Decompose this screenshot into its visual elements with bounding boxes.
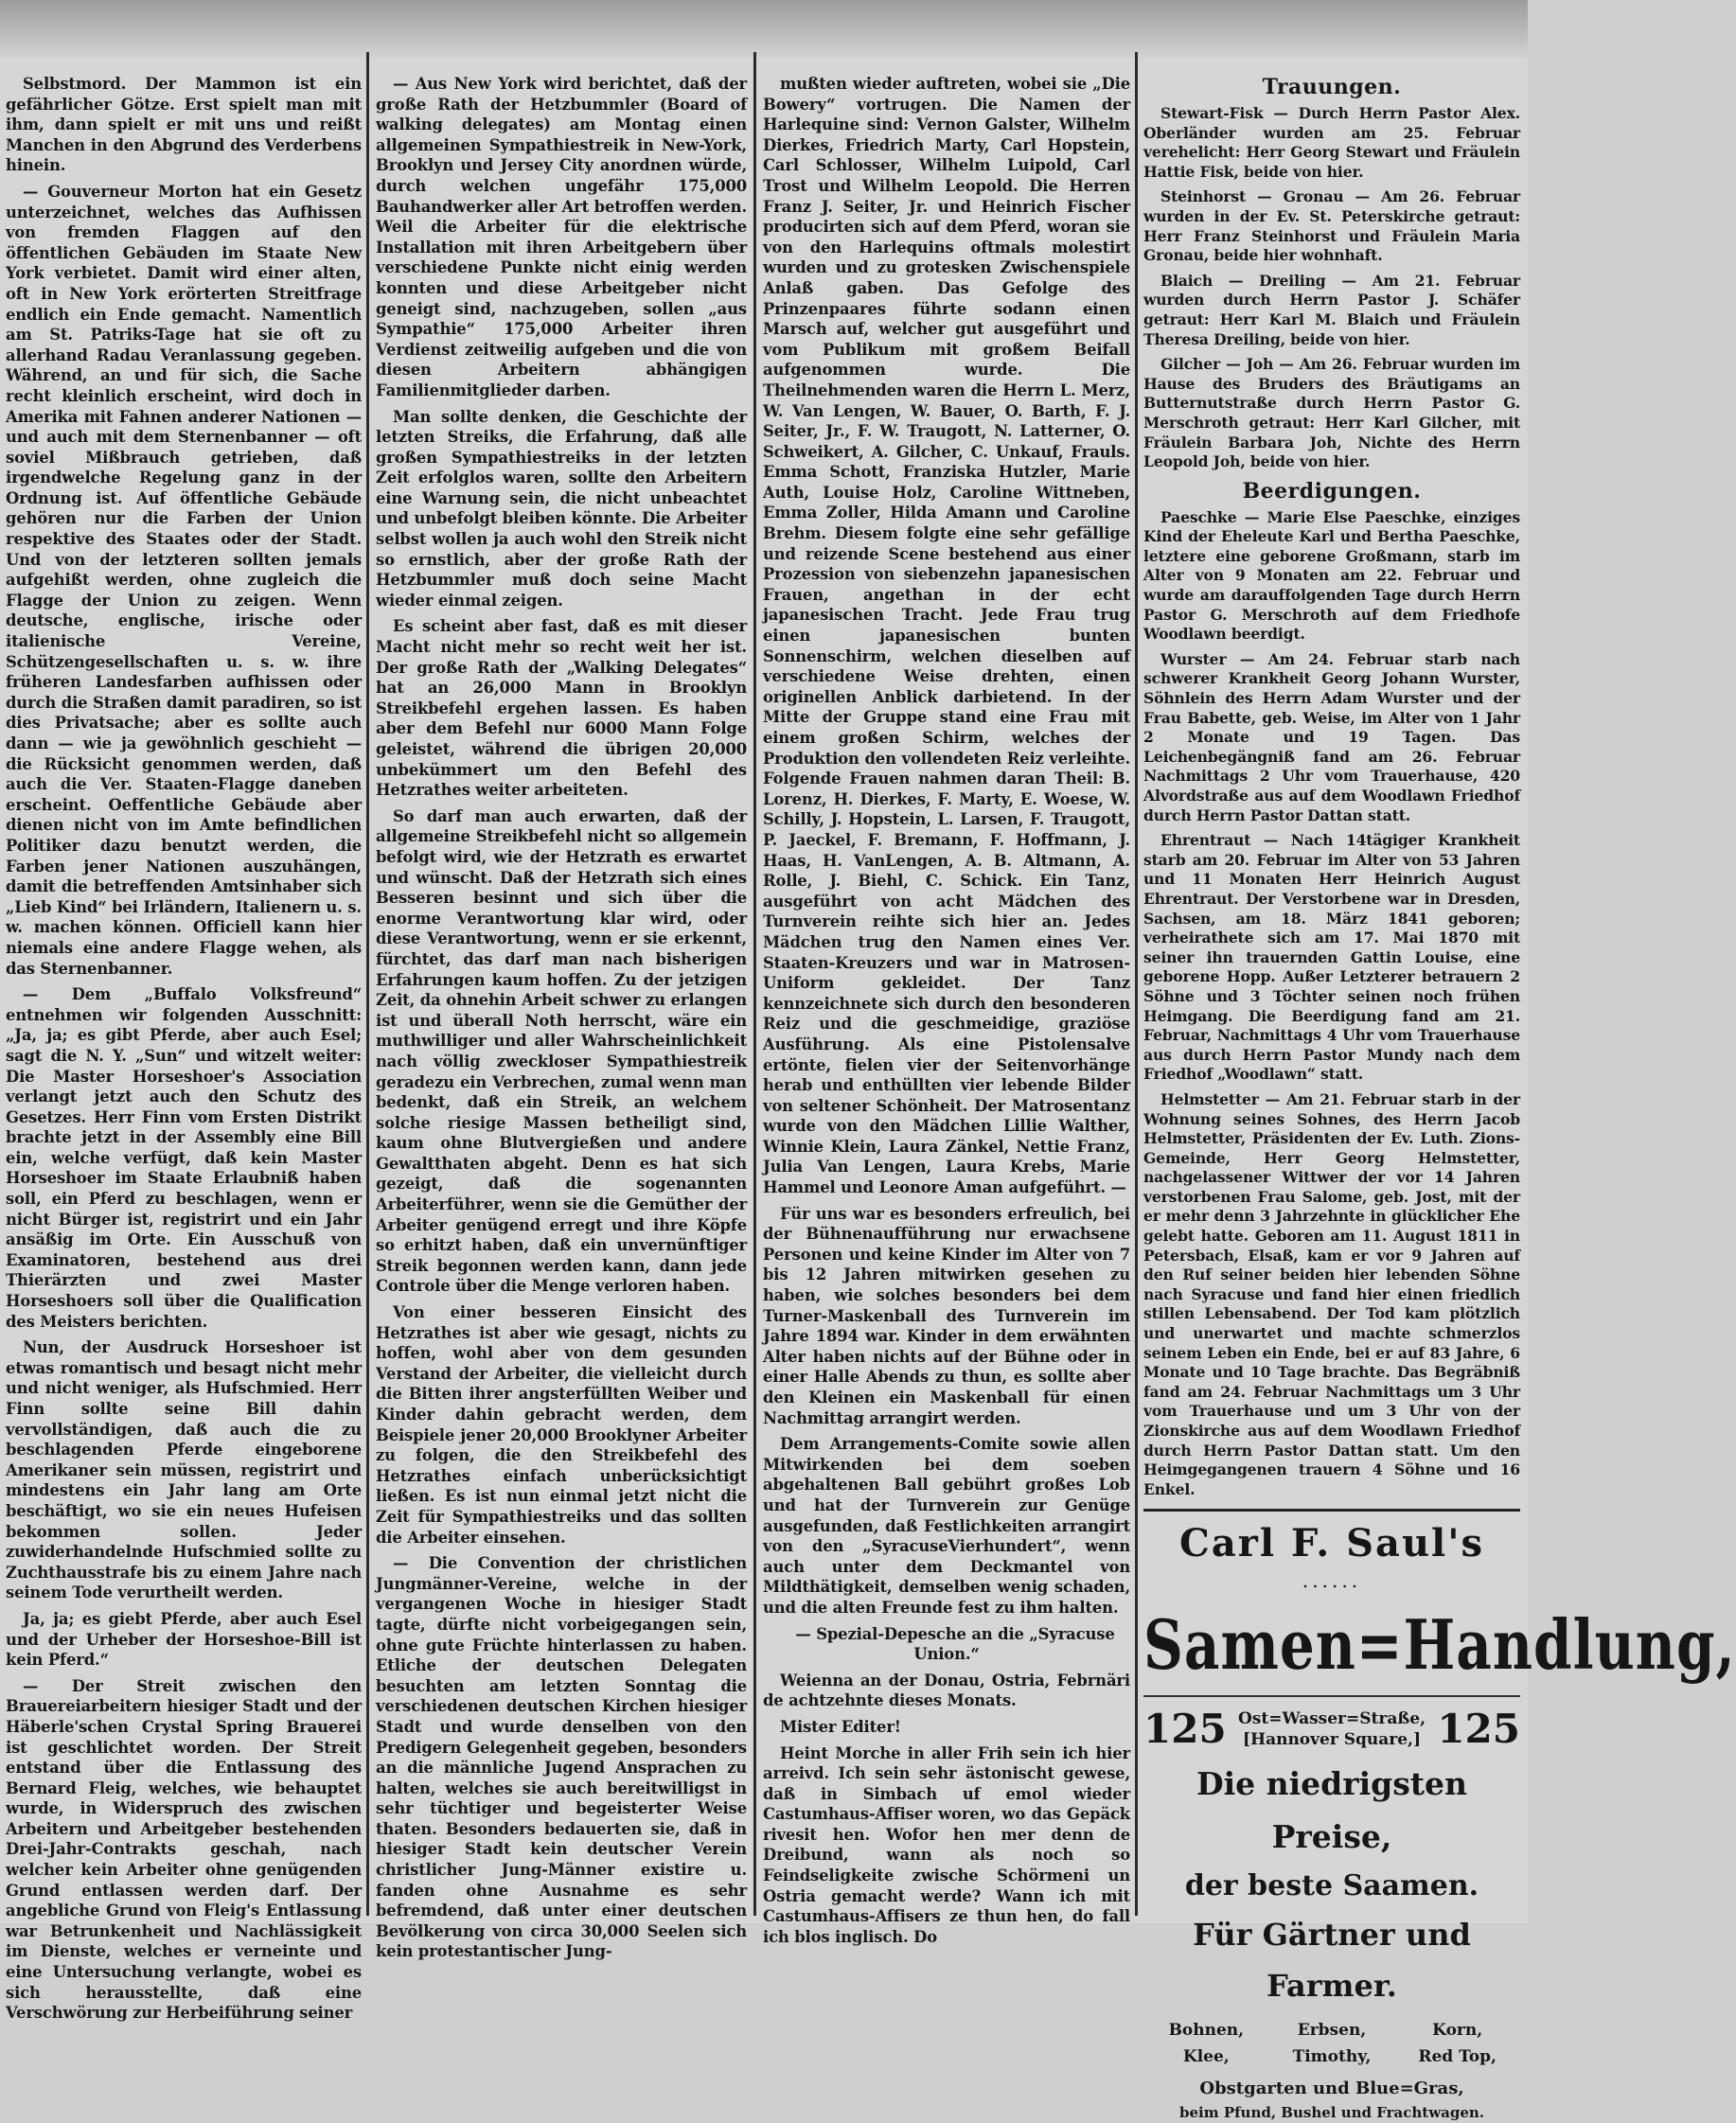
marriage-notice: Stewart-Fisk — Durch Herrn Pastor Alex. Oberländer wurden am 25. Februar verehelicht: Herr Georg Stewart und Fräulein Hattie Fisk, beide von hier. <box>1143 104 1520 181</box>
funeral-notice: Wurster — Am 24. Februar starb nach schwerer Krankheit Georg Johann Wurster, Söhnlein des Herrn Adam Wurster und der Frau Babette, geb. Weise, im Alter von 1 Jahr 2 Monate und 19 Tagen. Das Leichenbegängniß fand am 26. Februar Nachmittags 2 Uhr vom Trauerhause, 420 Alvordstraße aus auf dem Woodlawn Friedhof durch Herrn Pastor Dattan statt. <box>1143 649 1520 824</box>
article-paragraph: Ja, ja; es giebt Pferde, aber auch Esel und der Urheber der Horseshoe-Bill ist kein Pferd.“ <box>6 1609 362 1670</box>
ad-company-name: Carl F. Saul's <box>1178 1521 1485 1566</box>
article-paragraph: Selbstmord. Der Mammon ist ein gefährlicher Götze. Erst spielt man mit ihm, dann spielt er mit uns und reißt Manchen in den Abgrund des Verderbens hinein. <box>6 75 362 175</box>
article-paragraph: mußten wieder auftreten, wobei sie „Die Bowery“ vortrugen. Die Namen der Harlequine sind: Vernon Galster, Wilhelm Dierkes, Friedrich Marty, Carl Hopstein, Carl Schlosser, Wilhelm Luipold, Carl Trost und Wilhelm Leopold. Die Herren Franz J. Seiter, Jr. und Heinrich Fischer producirten sich auf dem Pferd, woran sie von den Harlequins oftmals molestirt wurden und zu grotesken Zwischenspiele Anlaß gaben. Das Gefolge des Prinzenpaares führte sodann einen Marsch auf, welcher gut ausgeführt und vom Publikum mit großem Beifall aufgenommen wurde. Die Theilnehmenden waren die Herrn L. Merz, W. Van Lengen, W. Bauer, O. Barth, F. J. Seiter, Jr., F. W. Traugott, N. Latterner, O. Schweikert, A. Gilcher, C. Unkauf, Frauls. Emma Schott, Franziska Hutzler, Marie Auth, Louise Holz, Caroline Wittneben, Emma Zoller, Hilda Amann und Caroline Brehm. Diesem folgte eine sehr gefällige und reizende Scene bestehend aus einer Prozession von siebenzehn japanesischen Frauen, angethan in der echt japanesischen Tracht. Jede Frau trug einen japanesischen bunten Sonnenschirm, welchen dieselben auf verschiedene Weise drehten, einen originellen Anblick darbietend. In der Mitte der Gruppe stand eine Frau mit einem großen Schirm, welches der Produktion den vollendeten Reiz verleihte. Folgende Frauen nahmen daran Theil: B. Lorenz, H. Dierkes, F. Marty, E. Woese, W. Schilly, J. Hopstein, L. Larsen, F. Traugott, P. Jaeckel, F. Bremann, F. Hoffmann, J. Haas, H. VanLengen, A. B. Altmann, A. Rolle, J. Biehl, C. Schick. Ein Tanz, ausgeführt von acht Mädchen des Turnverein reihte sich hier an. Jedes Mädchen trug den Namen eines Ver. Staaten-Kreuzers und war in Matrosen-Uniform gekleidet. Der Tanz kennzeichnete sich durch den besonderen Reiz und die geschmeidige, graziöse Ausführung. Als eine Pistolensalve ertönte, fielen vier der Seitenvorhänge herab und enthüllten vier lebende Bilder von seltener Schönheit. Der Matrosentanz wurde von den Mädchen Lillie Walther, Winnie Klein, Laura Zänkel, Nettie Franz, Julia Van Lengen, Laura Krebs, Marie Hammel und Leonore Aman aufgeführt. — <box>763 75 1130 1197</box>
ad-title: Samen=Handlung, <box>1143 1604 1736 1686</box>
ad-house-number: 125 <box>1437 1706 1520 1753</box>
ad-footer-orchard: Obstgarten und Blue=Gras, <box>1199 2079 1464 2099</box>
ad-slogan-seed: der beste Saamen. <box>1184 1869 1479 1903</box>
funeral-notice: Ehrentraut — Nach 14tägiger Krankheit starb am 20. Februar im Alter von 53 Jahren und 11 Monaten Herr Heinrich August Ehrentraut. Der Verstorbene war in Dresden, Sachsen, am 18. März 1841 geboren; verheirathete sich am 17. Mai 1870 mit seiner ihn trauernden Gattin Louise, eine geborene Hopp. Außer Letzterer betrauern 2 Söhne und 3 Töchter seinen noch frühen Heimgang. Die Beerdigung fand am 21. Februar, Nachmittags 4 Uhr vom Trauerhause aus durch Herrn Pastor Mundy nach dem Friedhof „Woodlawn“ statt. <box>1143 831 1520 1084</box>
ad-square: [Hannover Square,] <box>1242 1730 1421 1750</box>
article-paragraph: Nun, der Ausdruck Horseshoer ist etwas romantisch und besagt nicht mehr und nicht weniger, als Hufschmied. Herr Finn sollte seine Bill dahin vervollständigen, daß auch die zu beschlagenden Pferde eingeborene Amerikaner sein müssen, registrirt und mindestens ein Jahr lang am Orte beschäftigt, wo sie ein neues Hufeisen bekommen sollen. Jeder zuwiderhandelnde Hufschmied sollte zu Zuchthausstrafe bis zu einem Jahre nach seinem Tode verurtheilt werden. <box>6 1338 362 1602</box>
ad-address-row <box>1143 1695 1520 1752</box>
article-paragraph: Mister Editer! <box>780 1717 901 1736</box>
column-3 <box>763 74 1130 1946</box>
article-paragraph: Dem Arrangements-Comite sowie allen Mitwirkenden bei dem soeben abgehaltenen Ball gebührt großes Lob und hat der Turnverein zur Genüge ausgefunden, daß Festlichkeiten arrangirt von den „SyracuseVierhundert“, wenn auch unter dem Deckmantel von Mildthätigkeit, demselben wenig schaden, und die alten Freunde fest zu ihm halten. <box>763 1435 1130 1617</box>
column-2 <box>376 74 747 1961</box>
ad-product: Erbsen, <box>1297 2021 1367 2041</box>
article-paragraph: Heint Morche in aller Frih sein ich hier arreivd. Ich sein sehr ästonischt gewese, daß in Simbach uf emol wieder Castumhaus-Affiser woren, wo das Gepäck rivesit hen. Wofor hen mer denn de Dreibund, wann als noch so Feindseligkeite zwische Schörmeni un Ostria gemacht werde? Wann ich mit Castumhaus-Affisers ze thun hen, do fall ich blos inglisch. Do <box>763 1743 1130 1946</box>
ad-product: Korn, <box>1432 2021 1483 2041</box>
seed-store-advertisement <box>1143 1509 1736 2123</box>
marriage-notice: Steinhorst — Gronau — Am 26. Februar wurden in der Ev. St. Peterskirche getraut: Herr Franz Steinhorst und Fräulein Maria Gronau, beide hier wohnhaft. <box>1143 187 1520 265</box>
ad-dots: ...... <box>1302 1569 1362 1593</box>
ad-product-list <box>1143 2017 1520 2070</box>
article-paragraph: — Gouverneur Morton hat ein Gesetz unterzeichnet, welches das Aufhissen von fremden Flaggen auf den öffentlichen Gebäuden im Staate New York verbietet. Damit wird einer alten, oft in New York erörterten Streitfrage endlich ein Ende gemacht. Namentlich am St. Patriks-Tage hat sie oft zu allerhand Radau Veranlassung gegeben. Während, an und für sich, die Sache recht kleinlich erscheint, wird doch in Amerika mit Fahnen anderer Nationen — und auch mit dem Sternenbanner — oft soviel Mißbrauch getrieben, daß irgendwelche Regelung ganz in der Ordnung ist. Auf öffentliche Gebäude gehören nur die Farben der Union respektive des Staates oder der Stadt. Und von der letzteren sollten jemals aufgehißt werden, ohne zugleich die Flagge der Union zu zeigen. Wenn deutsche, englische, irische oder italienische Vereine, Schützengesellschaften u. s. w. ihre früheren Landesfarben aufhissen oder durch die Straßen damit paradiren, so ist dies Privatsache; aber es sollte auch dann — wie ja gewöhnlich geschieht — die Rücksicht genommen werden, daß auch die Ver. Staaten-Flagge daneben erscheint. Oeffentliche Gebäude aber dienen nicht von im Amte befindlichen Politiker dazu benutzt werden, die Farben jener Nationen auszuhängen, damit die betreffenden Amtsinhaber sich „Lieb Kind“ bei Irländern, Italienern u. s. w. machen können. Officiell kann hier niemals eine andere Flagge wehen, als das Sternenbanner. <box>6 182 362 978</box>
article-paragraph: Es scheint aber fast, daß es mit dieser Macht nicht mehr so recht weit her ist. Der große Rath der „Walking Delegates“ hat an 26,000 Mann in Brooklyn Streikbefehl ergehen lassen. Es haben aber dem Befehl nur 6000 Mann Folge geleistet, während die übrigen 20,000 unbekümmert um den Befehl des Hetzrathes weiter arbeiteten. <box>376 617 747 800</box>
funeral-notice: Helmstetter — Am 21. Februar starb in der Wohnung seines Sohnes, des Herrn Jacob Helmstetter, Präsidenten der Ev. Luth. Zions-Gemeinde, Herr Georg Helmstetter, nachgelassener Wittwer der vor 14 Jahren verstorbenen Frau Salome, geb. Jost, mit der er mehr denn 3 Jahrzehnte in glücklicher Ehe gelebt hatte. Geboren am 11. August 1811 in Petersbach, Elsaß, kam er vor 9 Jahren auf den Ruf seiner beiden hier lebenden Söhne nach Syracuse und fand hier einen friedlich stillen Lebensabend. Der Tod kam plötzlich und unerwartet und machte schmerzlos seinem Leben ein Ende, bei er auf 83 Jahre, 6 Monate und 10 Tage brachte. Das Begräbniß fand am 24. Februar Nachmittags um 3 Uhr vom Trauerhause und um 3 Uhr von der Zionskirche aus auf dem Woodlawn Friedhof durch Herrn Pastor Dattan statt. Um den Heimgegangenen trauern 4 Söhne und 16 Enkel. <box>1143 1089 1520 1498</box>
marriage-notice: Blaich — Dreiling — Am 21. Februar wurden durch Herrn Pastor J. Schäfer getraut: Herr Karl M. Blaich und Fräulein Theresa Dreiling, beide von hier. <box>1143 271 1520 348</box>
article-paragraph: — Der Streit zwischen den Brauereiarbeitern hiesiger Stadt und der Häberle'schen Crystal Spring Brauerei ist geschlichtet worden. Der Streit entstand über die Entlassung des Bernard Fleig, welches, wie behauptet wurde, in Widerspruch des zwischen Arbeitern und Arbeitgeber bestehenden Drei-Jahr-Contrakts geschah, nach welcher kein Arbeiter ohne genügenden Grund entlassen werden darf. Der angebliche Grund von Fleig's Entlassung war Betrunkenheit und Nachlässigkeit im Dienste, welches er verneinte und eine Untersuchung verlangte, wobei es sich herausstellte, daß eine Verschwörung zur Herbeiführung seiner <box>6 1676 362 2023</box>
article-paragraph: So darf man auch erwarten, daß der allgemeine Streikbefehl nicht so allgemein befolgt wird, wie der Hetzrath es erwartet und wünscht. Daß der Hetzrath sich eines Besseren besinnt und sich über die enorme Verantwortung klar wird, oder diese Verantwortung, wenn er sie erkennt, fürchtet, das darf man nach bisherigen Erfahrungen kaum hoffen. Zu der jetzigen Zeit, da ohnehin Arbeit schwer zu erlangen ist und überall Noth herrscht, wäre ein muthwilliger und aller Wahrscheinlichkeit nach völlig zweckloser Sympathiestreik geradezu ein Verbrechen, zumal wenn man bedenkt, daß ein Streik, an welchem solche riesige Massen betheiligt sind, kaum ohne Blutvergießen und andere Gewaltthaten abgeht. Denn es hat sich gezeigt, daß die sogenannten Arbeiterführer, wenn sie die Gemüther der Arbeiter genügend erregt und ihre Köpfe so erhitzt haben, daß ein unvernünftiger Streik begonnen werden kann, dann jede Controle über die Menge verloren haben. <box>376 806 747 1296</box>
article-paragraph: — Die Convention der christlichen Jungmänner-Vereine, welche in der vergangenen Woche in hiesiger Stadt tagte, dürfte nicht vorbeigegangen sein, ohne gute Früchte hinterlassen zu haben. Etliche der deutschen Delegaten besuchten am letzten Sonntag die verschiedenen deutschen Kirchen hiesiger Stadt und wurde denselben von den Predigern Gelegenheit gegeben, besonders an die männliche Jugend Ansprachen zu halten, welches sie auch bereitwilligst in sehr tüchtiger und begeisterter Weise thaten. Besonders bedauerten sie, daß in hiesiger Stadt kein deutscher Verein christlicher Jung-Männer existire u. fanden ohne Ausnahme es sehr befremdend, daß unter einer deutschen Bevölkerung von circa 30,000 Seelen sich kein protestantischer Jung- <box>376 1554 747 1961</box>
ad-product: Klee, <box>1182 2047 1230 2067</box>
marriage-notice: Gilcher — Joh — Am 26. Februar wurden im Hause des Bruders des Bräutigams an Butternutstraße durch Herrn Pastor G. Merschroth getraut: Herr Karl Gilcher, mit Fräulein Barbara Joh, Nichte des Herrn Leopold Joh, beide von hier. <box>1143 355 1520 471</box>
article-paragraph: — Spezial-Depesche an die „Syracuse Union.“ <box>795 1624 1115 1664</box>
ad-house-number: 125 <box>1143 1706 1227 1753</box>
ad-product: Timothy, <box>1292 2047 1372 2067</box>
column-rule <box>366 52 369 1916</box>
ad-footer-units: beim Pfund, Bushel und Frachtwagen. <box>1179 2104 1484 2122</box>
ad-product: Bohnen, <box>1168 2021 1245 2041</box>
page-top-edge <box>0 0 1528 59</box>
ad-address <box>1238 1708 1426 1750</box>
ad-product: Red Top, <box>1418 2047 1497 2067</box>
ad-street: Ost=Wasser=Straße, <box>1237 1709 1426 1729</box>
article-paragraph: Von einer besseren Einsicht des Hetzrathes ist aber wie gesagt, nichts zu hoffen, wohl aber von dem gesunden Verstand der Arbeiter, die vielleicht durch die Bitten ihrer angsterfüllten Weiber und Kinder dahin gebracht werden, dem Beispiele jener 20,000 Brooklyner Arbeiter zu folgen, die den Streikbefehl des Hetzrathes einfach unberücksichtigt ließen. Es ist nun einmal jetzt nicht die Zeit für Sympathiestreiks und das sollten die Arbeiter einsehen. <box>376 1303 747 1547</box>
column-1 <box>6 74 362 2023</box>
funeral-notice: Paeschke — Marie Else Paeschke, einziges Kind der Eheleute Karl und Bertha Paeschke, letztere eine geborene Großmann, starb im Alter von 9 Monaten am 22. Februar und wurde am darauffolgenden Tage durch Herrn Pastor G. Merschroth auf dem Friedhofe Woodlawn beerdigt. <box>1143 507 1520 644</box>
column-rule <box>753 52 756 1916</box>
article-paragraph: — Aus New York wird berichtet, daß der große Rath der Hetzbummler (Board of walking delegates) am Montag einen allgemeinen Sympathiestreik in New-York, Brooklyn und Jersey City anordnen würde, durch welchen ungefähr 175,000 Bauhandwerker aller Art betroffen werden. Weil die Arbeiter für die elektrische Installation mit ihren Arbeitgebern über verschiedene Punkte nicht einig werden konnten und diese Arbeitgeber nicht geneigt sind, nachzugeben, sollen „aus Sympathie“ 175,000 Arbeiter ihren Verdienst zeitweilig aufgeben und die von diesen Arbeitern abhängigen Familienmitglieder darben. <box>376 75 747 399</box>
article-paragraph: Weienna an der Donau, Ostria, Febrnäri de achtzehnte dieses Monats. <box>763 1671 1130 1710</box>
column-rule <box>1135 52 1138 1916</box>
section-heading-marriages: Trauungen. <box>1262 75 1402 99</box>
section-heading-funerals: Beerdigungen. <box>1242 478 1422 504</box>
article-paragraph: Man sollte denken, die Geschichte der letzten Streiks, die Erfahrung, daß alle großen Sympathiestreiks in der letzten Zeit erfolglos waren, sollte den Arbeitern eine Warnung sein, die nicht unbeachtet und unbefolgt bleiben könnte. Die Arbeiter selbst wollen ja auch wohl den Streik nicht so ernstlich, aber der große Rath der Hetzbummler muß doch seine Macht wieder einmal zeigen. <box>376 407 747 610</box>
ad-slogan-prices: Die niedrigsten Preise, <box>1196 1765 1468 1856</box>
column-4 <box>1143 74 1736 2122</box>
article-paragraph: Für uns war es besonders erfreulich, bei der Bühnenaufführung nur erwachsene Personen und keine Kinder im Alter von 7 bis 12 Jahren mitwirken gesehen zu haben, wie solches besonders bei dem Turner-Maskenball des Turnverein im Jahre 1894 war. Kinder in dem erwähnten Alter haben nichts auf der Bühne oder in einer Halle Abends zu thun, es sollte aber den Kleinen ein Maskenball für einen Nachmittag arrangirt werden. <box>763 1204 1130 1427</box>
ad-slogan-audience: Für Gärtner und Farmer. <box>1193 1917 1471 2005</box>
article-paragraph: — Dem „Buffalo Volksfreund“ entnehmen wir folgenden Ausschnitt: „Ja, ja; es gibt Pferde, aber auch Esel; sagt die N. Y. „Sun“ und witzelt weiter: Die Master Horseshoer's Association verlangt jetzt auch den Schutz des Gesetzes. Herr Finn vom Ersten Distrikt brachte jetzt in der Assembly eine Bill ein, welche verfügt, daß kein Master Horseshoer im Staate Erlaubniß haben soll, ein Pferd zu beschlagen, wenn er nicht Bürger ist, registrirt und ein Jahr ansäßig im Orte. Ein Ausschuß von Examinatoren, bestehend aus drei Thierärzten und zwei Master Horseshoers soll über die Qualification des Meisters berichten. <box>6 985 362 1331</box>
